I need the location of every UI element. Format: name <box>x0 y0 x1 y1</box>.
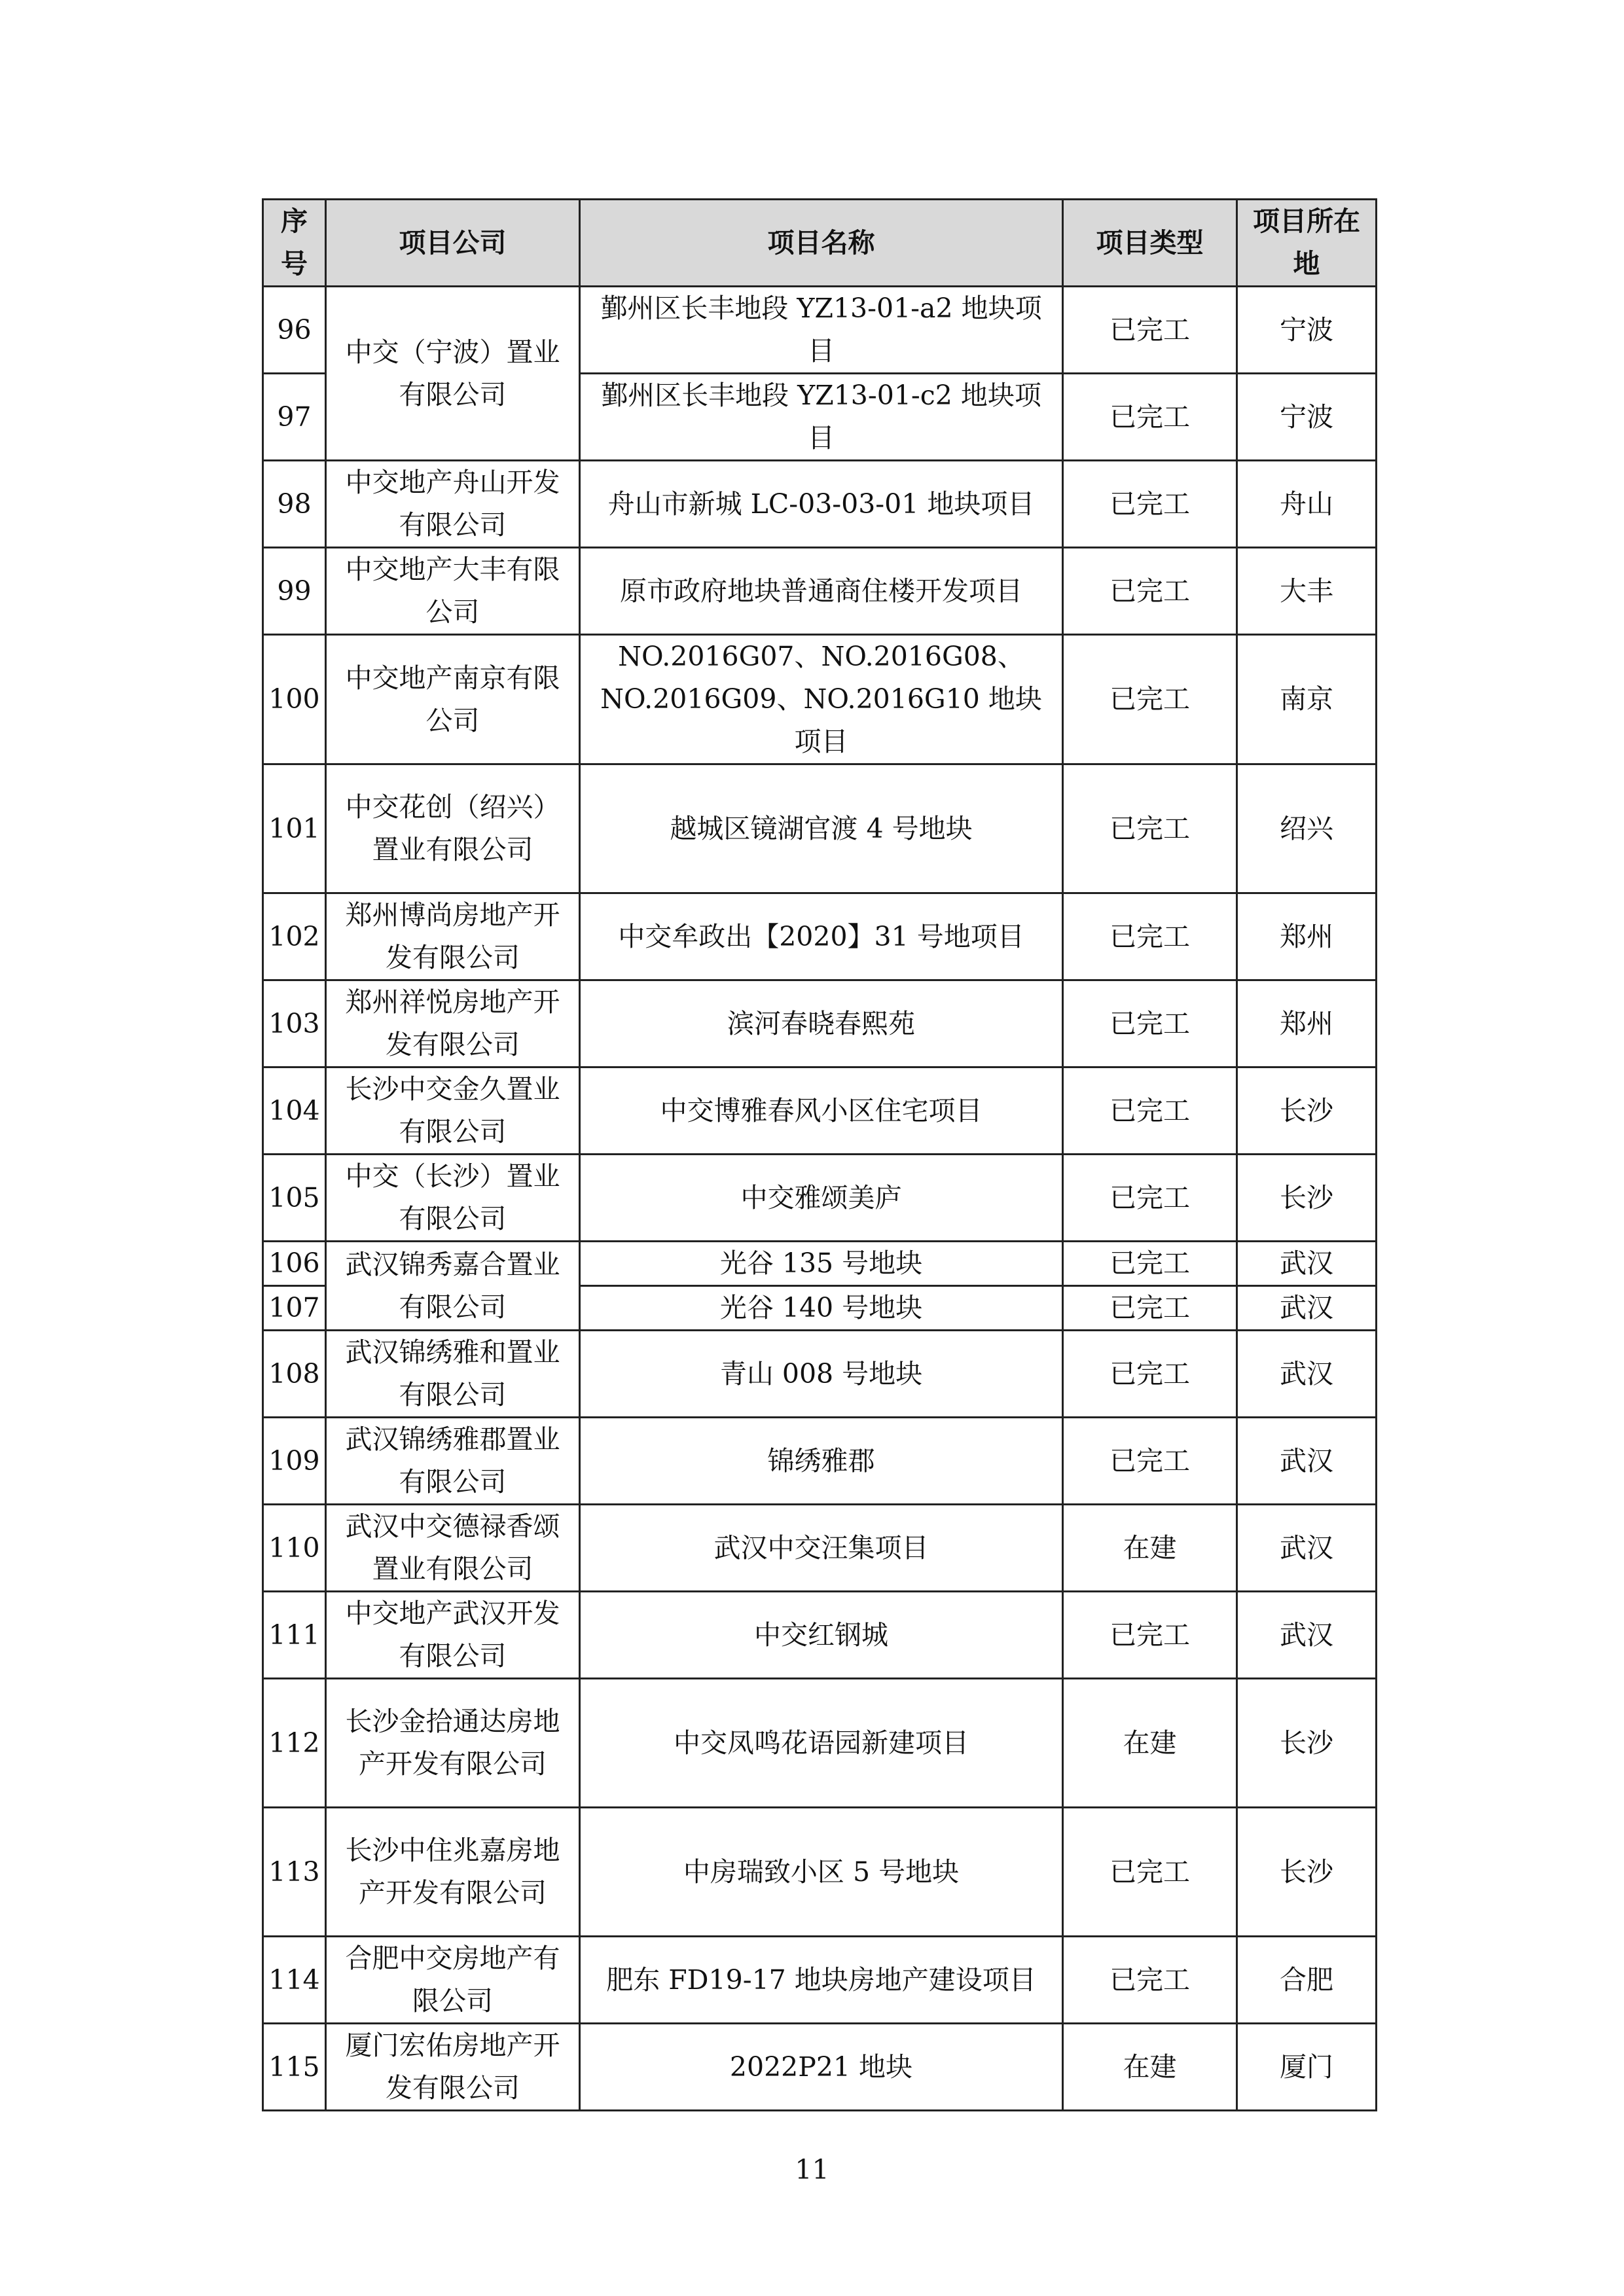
cell-project-location: 长沙 <box>1237 1808 1377 1937</box>
cell-project-type: 已完工 <box>1063 980 1237 1067</box>
cell-project-name: 鄞州区长丰地段 YZ13-01-c2 地块项目 <box>580 374 1063 461</box>
cell-project-name: 原市政府地块普通商住楼开发项目 <box>580 548 1063 635</box>
cell-project-company: 中交地产南京有限公司 <box>326 635 580 764</box>
cell-serial-number: 104 <box>263 1067 326 1155</box>
table-row <box>263 2024 1377 2111</box>
cell-project-name: 舟山市新城 LC-03-03-01 地块项目 <box>580 461 1063 548</box>
cell-project-location: 绍兴 <box>1237 764 1377 893</box>
cell-project-company: 武汉中交德禄香颂置业有限公司 <box>326 1505 580 1592</box>
cell-serial-number: 114 <box>263 1937 326 2024</box>
table-row <box>263 1067 1377 1155</box>
cell-project-type: 已完工 <box>1063 1808 1237 1937</box>
cell-project-type: 已完工 <box>1063 1592 1237 1679</box>
cell-project-company: 武汉锦绣雅郡置业有限公司 <box>326 1418 580 1505</box>
cell-project-type: 已完工 <box>1063 548 1237 635</box>
cell-serial-number: 108 <box>263 1331 326 1418</box>
cell-project-type: 已完工 <box>1063 1937 1237 2024</box>
cell-project-location: 南京 <box>1237 635 1377 764</box>
table-header-row <box>263 200 1377 287</box>
cell-project-name: 2022P21 地块 <box>580 2024 1063 2111</box>
cell-project-type: 已完工 <box>1063 287 1237 374</box>
cell-project-company: 中交（宁波）置业有限公司 <box>326 287 580 461</box>
table-row <box>263 548 1377 635</box>
cell-serial-number: 113 <box>263 1808 326 1937</box>
header-serial-number: 序号 <box>263 200 326 287</box>
cell-project-company: 郑州博尚房地产开发有限公司 <box>326 893 580 980</box>
cell-project-company: 长沙中住兆嘉房地产开发有限公司 <box>326 1808 580 1937</box>
header-project-name: 项目名称 <box>580 200 1063 287</box>
table-row <box>263 1679 1377 1808</box>
cell-project-type: 已完工 <box>1063 374 1237 461</box>
cell-project-company: 中交地产大丰有限公司 <box>326 548 580 635</box>
cell-serial-number: 97 <box>263 374 326 461</box>
table-row <box>263 1242 1377 1286</box>
cell-project-name: 光谷 140 号地块 <box>580 1286 1063 1331</box>
header-project-location: 项目所在地 <box>1237 200 1377 287</box>
cell-project-type: 已完工 <box>1063 764 1237 893</box>
cell-project-location: 宁波 <box>1237 287 1377 374</box>
cell-project-type: 已完工 <box>1063 1331 1237 1418</box>
table-row <box>263 1418 1377 1505</box>
cell-serial-number: 112 <box>263 1679 326 1808</box>
cell-serial-number: 101 <box>263 764 326 893</box>
cell-project-location: 长沙 <box>1237 1155 1377 1242</box>
cell-project-location: 长沙 <box>1237 1067 1377 1155</box>
table-row <box>263 980 1377 1067</box>
cell-project-location: 大丰 <box>1237 548 1377 635</box>
cell-serial-number: 105 <box>263 1155 326 1242</box>
cell-project-name: 中交博雅春风小区住宅项目 <box>580 1067 1063 1155</box>
cell-project-location: 郑州 <box>1237 893 1377 980</box>
cell-project-type: 已完工 <box>1063 893 1237 980</box>
cell-project-name: 滨河春晓春熙苑 <box>580 980 1063 1067</box>
cell-project-company: 中交花创（绍兴）置业有限公司 <box>326 764 580 893</box>
cell-project-name: 中交雅颂美庐 <box>580 1155 1063 1242</box>
cell-serial-number: 111 <box>263 1592 326 1679</box>
cell-project-name: 中交凤鸣花语园新建项目 <box>580 1679 1063 1808</box>
cell-project-type: 在建 <box>1063 1679 1237 1808</box>
cell-serial-number: 106 <box>263 1242 326 1286</box>
table-body <box>263 287 1377 2111</box>
cell-project-name: 中交牟政出【2020】31 号地项目 <box>580 893 1063 980</box>
project-table <box>262 198 1377 2111</box>
cell-project-location: 武汉 <box>1237 1418 1377 1505</box>
cell-project-location: 宁波 <box>1237 374 1377 461</box>
cell-project-type: 已完工 <box>1063 635 1237 764</box>
cell-project-location: 合肥 <box>1237 1937 1377 2024</box>
cell-project-location: 武汉 <box>1237 1242 1377 1286</box>
table-row <box>263 1331 1377 1418</box>
cell-project-location: 郑州 <box>1237 980 1377 1067</box>
table-row <box>263 1592 1377 1679</box>
cell-serial-number: 109 <box>263 1418 326 1505</box>
table-row <box>263 461 1377 548</box>
table-row <box>263 764 1377 893</box>
cell-project-company: 中交地产舟山开发有限公司 <box>326 461 580 548</box>
cell-serial-number: 98 <box>263 461 326 548</box>
cell-project-name: 越城区镜湖官渡 4 号地块 <box>580 764 1063 893</box>
cell-project-type: 在建 <box>1063 1505 1237 1592</box>
cell-project-company: 厦门宏佑房地产开发有限公司 <box>326 2024 580 2111</box>
cell-project-name: 中房瑞致小区 5 号地块 <box>580 1808 1063 1937</box>
table-row <box>263 1808 1377 1937</box>
table-row <box>263 1937 1377 2024</box>
cell-project-location: 长沙 <box>1237 1679 1377 1808</box>
cell-project-name: 光谷 135 号地块 <box>580 1242 1063 1286</box>
table-row <box>263 893 1377 980</box>
cell-project-name: 肥东 FD19-17 地块房地产建设项目 <box>580 1937 1063 2024</box>
cell-project-location: 武汉 <box>1237 1286 1377 1331</box>
cell-project-location: 武汉 <box>1237 1505 1377 1592</box>
cell-project-location: 武汉 <box>1237 1331 1377 1418</box>
cell-project-company: 合肥中交房地产有限公司 <box>326 1937 580 2024</box>
table-row <box>263 1155 1377 1242</box>
cell-project-location: 厦门 <box>1237 2024 1377 2111</box>
cell-project-company: 中交（长沙）置业有限公司 <box>326 1155 580 1242</box>
cell-project-type: 已完工 <box>1063 1242 1237 1286</box>
cell-serial-number: 107 <box>263 1286 326 1331</box>
cell-project-company: 中交地产武汉开发有限公司 <box>326 1592 580 1679</box>
cell-project-company: 武汉锦秀嘉合置业有限公司 <box>326 1242 580 1331</box>
table-row <box>263 1505 1377 1592</box>
cell-project-company: 长沙金拾通达房地产开发有限公司 <box>326 1679 580 1808</box>
table-row <box>263 635 1377 764</box>
cell-project-name: NO.2016G07、NO.2016G08、NO.2016G09、NO.2016G10 地块项目 <box>580 635 1063 764</box>
cell-serial-number: 102 <box>263 893 326 980</box>
cell-project-type: 已完工 <box>1063 461 1237 548</box>
cell-project-location: 武汉 <box>1237 1592 1377 1679</box>
cell-project-type: 已完工 <box>1063 1286 1237 1331</box>
cell-project-name: 锦绣雅郡 <box>580 1418 1063 1505</box>
cell-project-type: 已完工 <box>1063 1418 1237 1505</box>
table-row <box>263 287 1377 374</box>
cell-project-company: 武汉锦绣雅和置业有限公司 <box>326 1331 580 1418</box>
cell-project-company: 郑州祥悦房地产开发有限公司 <box>326 980 580 1067</box>
page-number: 11 <box>795 2154 829 2185</box>
cell-serial-number: 100 <box>263 635 326 764</box>
cell-serial-number: 115 <box>263 2024 326 2111</box>
cell-serial-number: 110 <box>263 1505 326 1592</box>
cell-project-location: 舟山 <box>1237 461 1377 548</box>
cell-project-type: 已完工 <box>1063 1155 1237 1242</box>
cell-project-type: 已完工 <box>1063 1067 1237 1155</box>
cell-serial-number: 99 <box>263 548 326 635</box>
cell-project-name: 武汉中交汪集项目 <box>580 1505 1063 1592</box>
cell-project-company: 长沙中交金久置业有限公司 <box>326 1067 580 1155</box>
cell-serial-number: 103 <box>263 980 326 1067</box>
header-project-company: 项目公司 <box>326 200 580 287</box>
cell-project-name: 青山 008 号地块 <box>580 1331 1063 1418</box>
cell-project-type: 在建 <box>1063 2024 1237 2111</box>
header-project-type: 项目类型 <box>1063 200 1237 287</box>
cell-project-name: 中交红钢城 <box>580 1592 1063 1679</box>
cell-project-name: 鄞州区长丰地段 YZ13-01-a2 地块项目 <box>580 287 1063 374</box>
cell-serial-number: 96 <box>263 287 326 374</box>
